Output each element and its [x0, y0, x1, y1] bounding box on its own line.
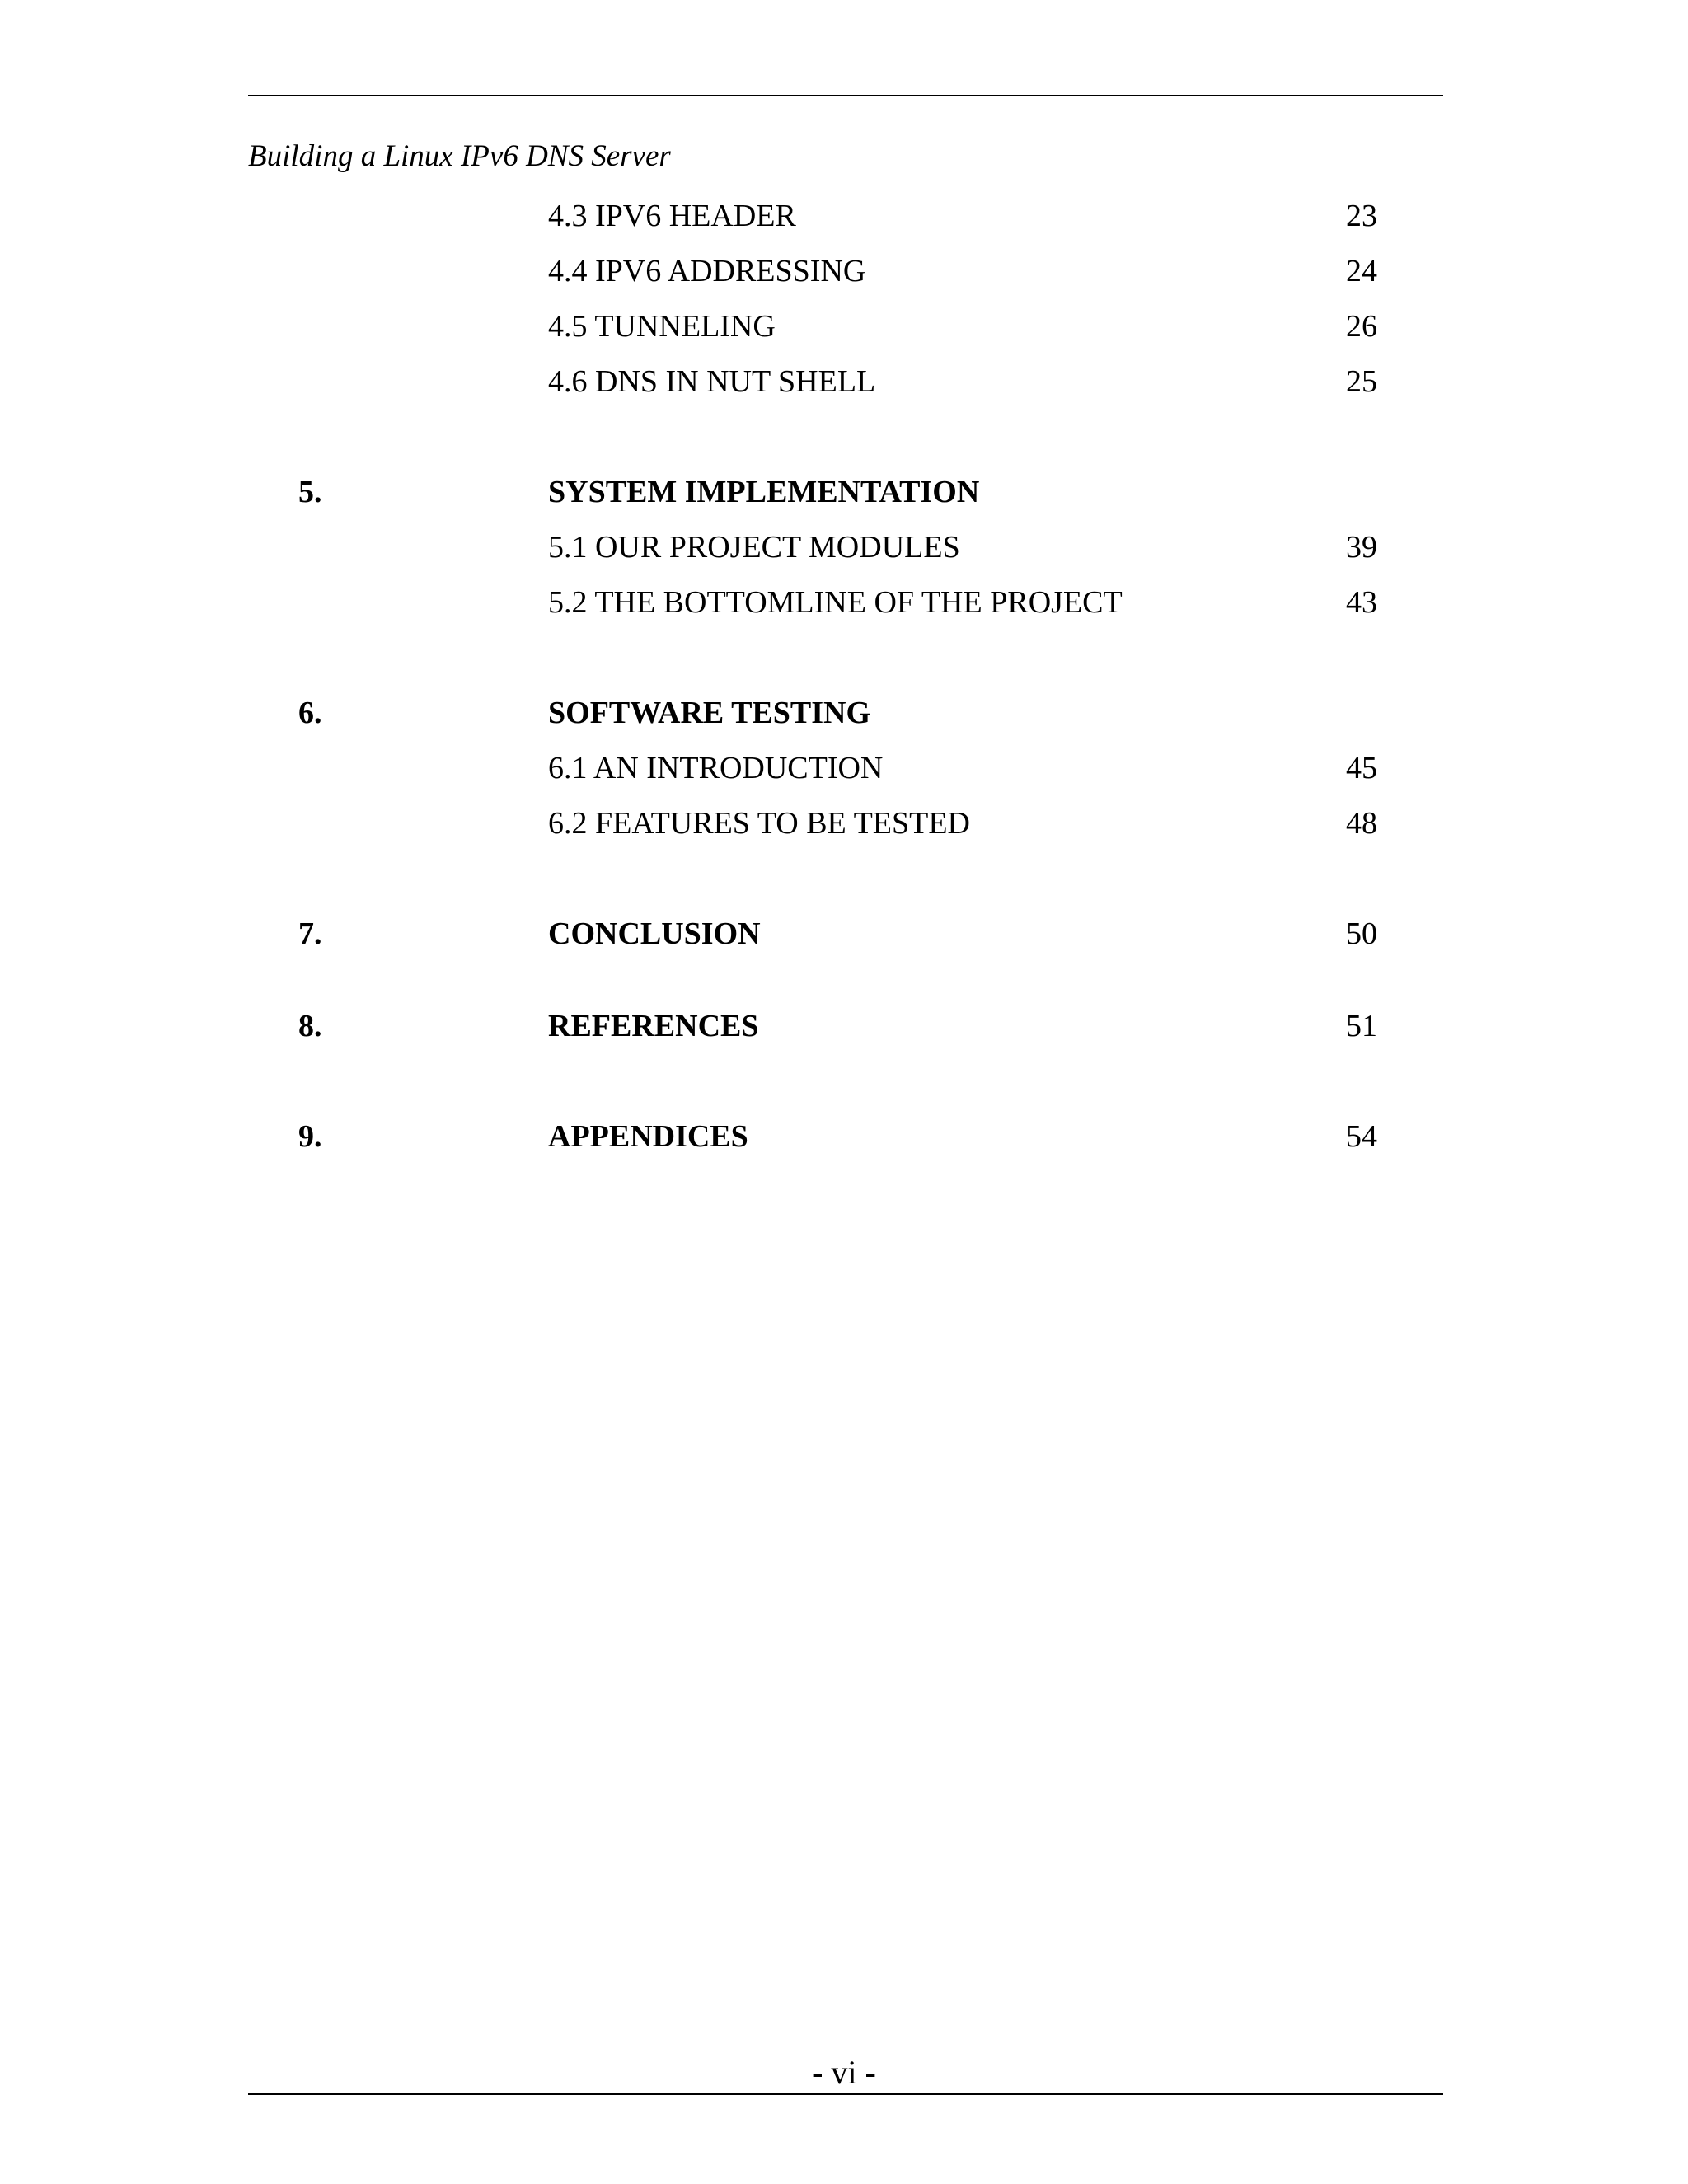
toc-chapter-number: 8.: [298, 1009, 322, 1043]
toc-entry-4-6: [0, 361, 1688, 402]
toc-chapter-title: SOFTWARE TESTING: [548, 696, 871, 730]
header-rule: [248, 95, 1443, 96]
toc-chapter-number: 6.: [298, 696, 322, 730]
toc-entry-6-2: [0, 803, 1688, 844]
toc-entry-page: 26: [1346, 309, 1377, 344]
toc-entry-4-5: [0, 306, 1688, 347]
toc-entry-title: 4.5 TUNNELING: [548, 309, 776, 344]
toc-chapter-9: [0, 1116, 1688, 1157]
toc-chapter-title: CONCLUSION: [548, 916, 761, 951]
toc-entry-title: 4.4 IPV6 ADDRESSING: [548, 254, 866, 288]
toc-entry-page: 25: [1346, 364, 1377, 399]
toc-entry-page: 23: [1346, 199, 1377, 233]
toc-entry-4-3: [0, 195, 1688, 237]
toc-entry-page: 48: [1346, 806, 1377, 841]
toc-entry-page: 43: [1346, 585, 1377, 620]
toc-chapter-6: [0, 692, 1688, 733]
toc-entry-page: 45: [1346, 751, 1377, 785]
page-number: - vi -: [812, 2054, 876, 2091]
toc-chapter-number: 9.: [298, 1119, 322, 1154]
toc-entry-title: 5.2 THE BOTTOMLINE OF THE PROJECT: [548, 585, 1123, 620]
toc-entry-title: 4.6 DNS IN NUT SHELL: [548, 364, 876, 399]
toc-chapter-8: [0, 1005, 1688, 1047]
toc-entry-6-1: [0, 748, 1688, 789]
toc-entry-page: 39: [1346, 530, 1377, 565]
toc-entry-4-4: [0, 251, 1688, 292]
toc-chapter-page: 51: [1346, 1009, 1377, 1043]
toc-chapter-title: REFERENCES: [548, 1009, 759, 1043]
toc-chapter-7: [0, 913, 1688, 954]
toc-entry-title: 5.1 OUR PROJECT MODULES: [548, 530, 960, 565]
toc-chapter-title: APPENDICES: [548, 1119, 748, 1154]
toc-entry-5-1: [0, 527, 1688, 568]
running-title: Building a Linux IPv6 DNS Server: [248, 139, 671, 173]
toc-chapter-5: [0, 471, 1688, 513]
toc-chapter-page: 54: [1346, 1119, 1377, 1154]
toc-chapter-number: 7.: [298, 916, 322, 951]
toc-entry-page: 24: [1346, 254, 1377, 288]
toc-entry-title: 6.1 AN INTRODUCTION: [548, 751, 884, 785]
toc-entry-title: 6.2 FEATURES TO BE TESTED: [548, 806, 970, 841]
toc-chapter-page: 50: [1346, 916, 1377, 951]
footer-rule: [248, 2093, 1443, 2095]
toc-chapter-title: SYSTEM IMPLEMENTATION: [548, 475, 980, 509]
toc-chapter-number: 5.: [298, 475, 322, 509]
toc-entry-5-2: [0, 582, 1688, 623]
toc-entry-title: 4.3 IPV6 HEADER: [548, 199, 796, 233]
